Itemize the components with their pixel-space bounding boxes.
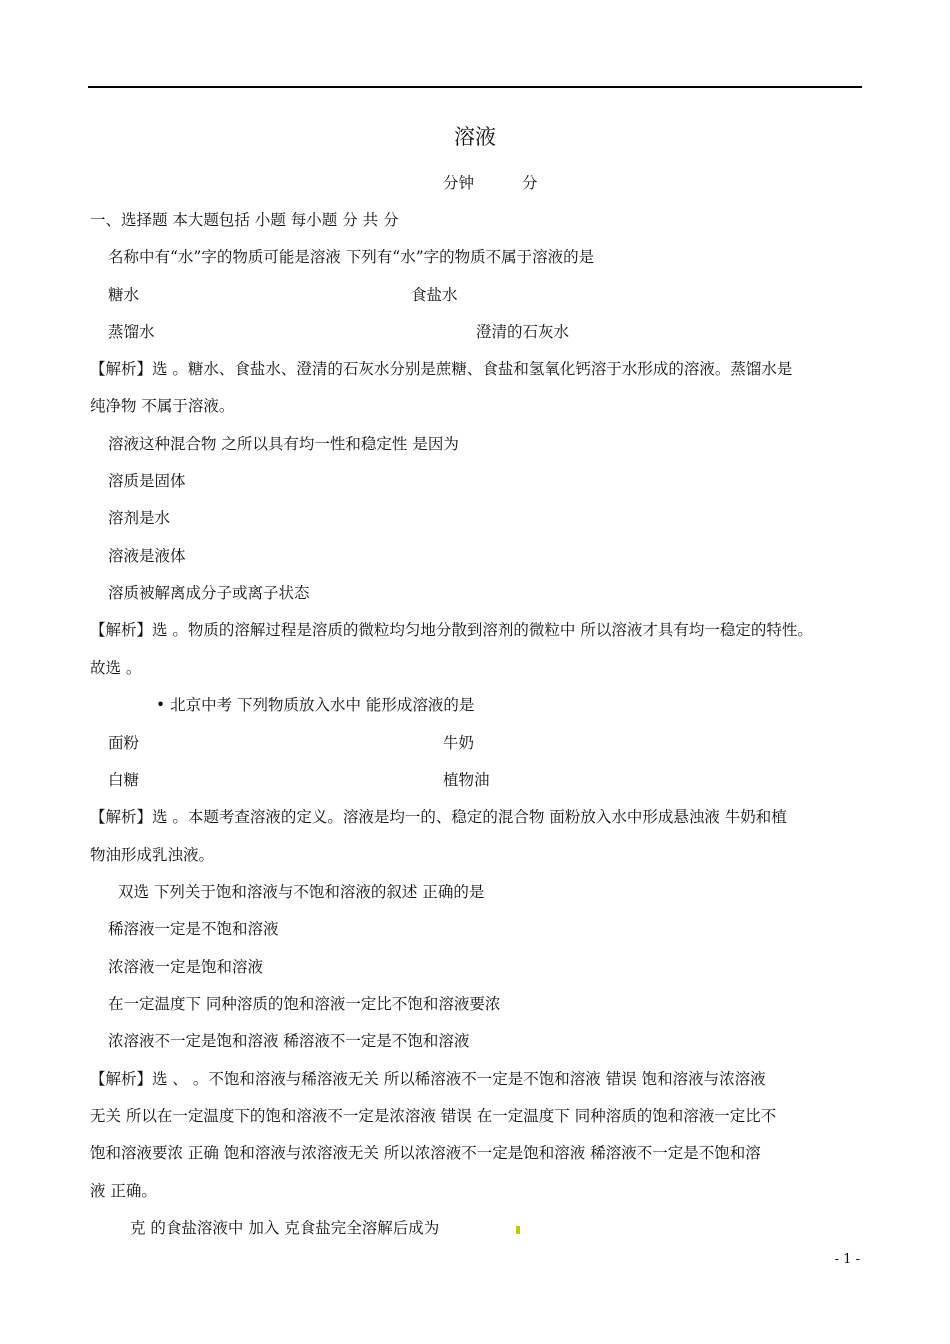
q1-analysis-line1: 【解析】选 。糖水、食盐水、澄清的石灰水分别是蔗糖、食盐和氢氧化钙溶于水形成的溶液。蒸馏水是 [90,360,793,378]
q4-option-c: 在一定温度下 同种溶质的饱和溶液一定比不饱和溶液要浓 [108,995,501,1013]
q3-option-c: 白糖 [108,771,140,789]
page-number: - 1 - [834,1252,860,1267]
q4-option-a: 稀溶液一定是不饱和溶液 [108,920,279,938]
q2-option-a: 溶质是固体 [108,472,186,490]
q2-option-b: 溶剂是水 [108,509,171,527]
q3-stem: • 北京中考 下列物质放入水中 能形成溶液的是 [156,696,475,714]
q4-stem: 双选 下列关于饱和溶液与不饱和溶液的叙述 正确的是 [118,883,485,901]
q2-option-d: 溶质被解离成分子或离子状态 [108,584,310,602]
q1-analysis-line2: 纯净物 不属于溶液。 [90,397,235,415]
q3-analysis-line1: 【解析】选 。本题考查溶液的定义。溶液是均一的、稳定的混合物 面粉放入水中形成悬浊液 牛奶和植 [90,808,787,826]
q3-option-b: 牛奶 [443,734,475,752]
q5-stem: 克 的食盐溶液中 加入 克食盐完全溶解后成为 [130,1219,440,1237]
q4-analysis-line3: 饱和溶液要浓 正确 饱和溶液与浓溶液无关 所以浓溶液不一定是饱和溶液 稀溶液不一定是不饱和溶 [90,1144,761,1162]
q4-option-b: 浓溶液一定是饱和溶液 [108,958,264,976]
subtitle-score: 分 [522,174,538,192]
document-title: 溶液 [454,125,496,149]
q1-option-c: 蒸馏水 [108,323,155,341]
q1-option-b: 食盐水 [411,286,458,304]
header-rule [88,86,862,88]
q2-stem: 溶液这种混合物 之所以具有均一性和稳定性 是因为 [108,435,459,453]
q2-option-c: 溶液是液体 [108,547,186,565]
q4-analysis-line2: 无关 所以在一定温度下的饱和溶液不一定是浓溶液 错误 在一定温度下 同种溶质的饱和溶液一定比不 [90,1107,777,1125]
q1-option-a: 糖水 [108,286,140,304]
q2-analysis-line2: 故选 。 [90,659,142,677]
cursor-marker [516,1226,520,1234]
q3-analysis-line2: 物油形成乳浊液。 [90,846,215,864]
q4-analysis-line1: 【解析】选 、 。不饱和溶液与稀溶液无关 所以稀溶液不一定是不饱和溶液 错误 饱和溶液与浓溶液 [90,1070,766,1088]
q3-option-d: 植物油 [443,771,490,789]
q4-analysis-line4: 液 正确。 [90,1182,157,1200]
q1-stem: 名称中有“水”字的物质可能是溶液 下列有“水”字的物质不属于溶液的是 [108,248,595,266]
q4-option-d: 浓溶液不一定是饱和溶液 稀溶液不一定是不饱和溶液 [108,1032,470,1050]
section-heading: 一、选择题 本大题包括 小题 每小题 分 共 分 [90,211,399,229]
q2-analysis-line1: 【解析】选 。物质的溶解过程是溶质的微粒均匀地分散到溶剂的微粒中 所以溶液才具有均一稳定的特性。 [90,621,813,639]
q3-option-a: 面粉 [108,734,140,752]
subtitle-time: 分钟 [443,174,475,192]
q1-option-d: 澄清的石灰水 [476,323,570,341]
